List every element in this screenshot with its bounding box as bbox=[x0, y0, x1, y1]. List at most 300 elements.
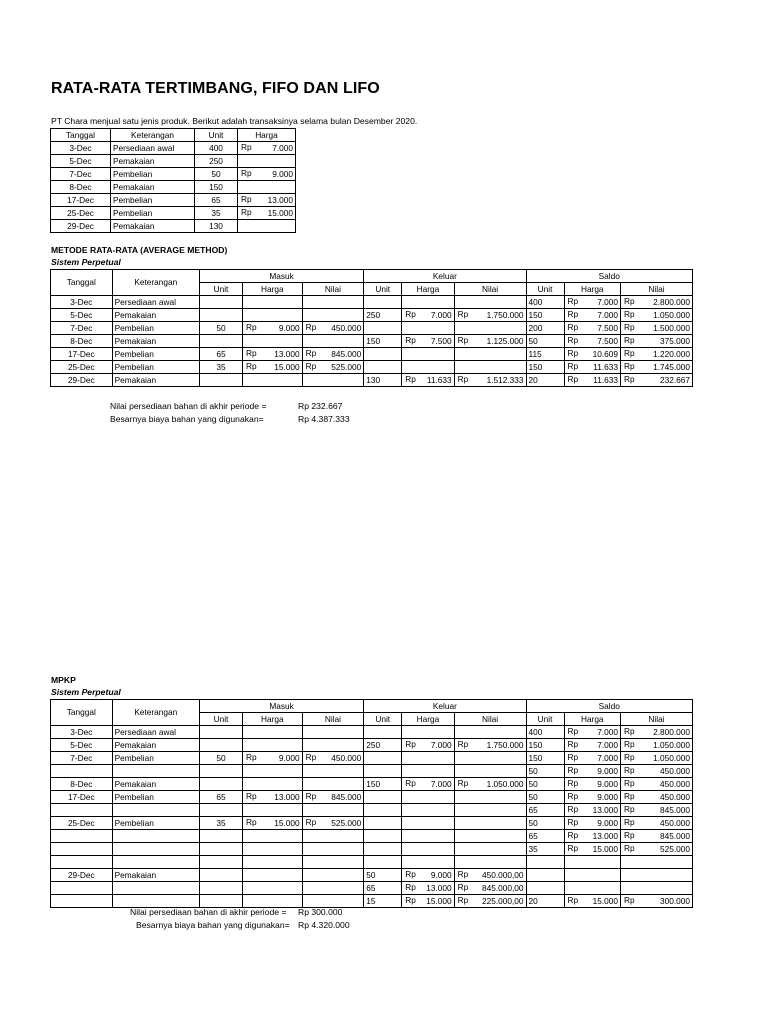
out-price-cell bbox=[402, 895, 454, 908]
currency-label: Rp bbox=[457, 778, 469, 788]
currency-label: Rp bbox=[246, 348, 257, 358]
description-cell bbox=[112, 830, 199, 843]
currency-label: Rp bbox=[624, 817, 635, 827]
balance-value-cell bbox=[621, 856, 693, 869]
balance-unit-cell: 65 bbox=[526, 830, 564, 843]
amount-value: 11.633 bbox=[593, 374, 618, 385]
in-unit-cell bbox=[199, 869, 242, 882]
date-cell: 7-Dec bbox=[51, 322, 113, 335]
average-subheading: Sistem Perpetual bbox=[51, 257, 121, 267]
in-price-cell bbox=[243, 869, 303, 882]
date-cell: 5-Dec bbox=[51, 309, 113, 322]
in-price-cell bbox=[243, 778, 303, 791]
description-cell: Pemakaian bbox=[112, 869, 199, 882]
table-row bbox=[51, 374, 693, 387]
column-header: Harga bbox=[564, 713, 620, 726]
out-value-cell bbox=[454, 804, 526, 817]
amount-value: 15.000 bbox=[274, 361, 300, 372]
balance-price-cell bbox=[564, 817, 620, 830]
currency-label: Rp bbox=[246, 322, 257, 332]
amount-value: 1.050.000 bbox=[653, 752, 690, 763]
out-value-cell bbox=[454, 895, 526, 908]
amount-value: 13.000 bbox=[592, 804, 618, 815]
column-header: Nilai bbox=[454, 283, 526, 296]
price-cell bbox=[238, 220, 296, 233]
date-cell: 25-Dec bbox=[51, 207, 111, 220]
column-header: Unit bbox=[526, 713, 564, 726]
date-cell: 5-Dec bbox=[51, 155, 111, 168]
amount-value: 2.800.000 bbox=[653, 726, 690, 737]
in-unit-cell bbox=[199, 804, 242, 817]
currency-label: Rp bbox=[624, 322, 635, 332]
table-row bbox=[51, 155, 296, 168]
balance-unit-cell: 50 bbox=[526, 778, 564, 791]
date-cell: 17-Dec bbox=[51, 194, 111, 207]
unit-cell: 50 bbox=[195, 168, 238, 181]
amount-value: 1.125.000 bbox=[486, 335, 524, 346]
description-cell bbox=[112, 804, 199, 817]
in-unit-cell bbox=[199, 765, 242, 778]
out-price-cell bbox=[402, 791, 454, 804]
out-unit-cell: 250 bbox=[364, 739, 402, 752]
out-price-cell bbox=[402, 348, 454, 361]
in-unit-cell bbox=[199, 296, 242, 309]
out-unit-cell bbox=[364, 726, 402, 739]
out-unit-cell bbox=[364, 817, 402, 830]
out-price-cell bbox=[402, 739, 454, 752]
date-cell bbox=[51, 804, 113, 817]
out-value-cell bbox=[454, 778, 526, 791]
amount-value: 9.000 bbox=[272, 168, 293, 179]
amount-value: 13.000 bbox=[274, 348, 300, 359]
column-header: Nilai bbox=[302, 283, 364, 296]
out-price-cell bbox=[402, 882, 454, 895]
date-cell: 3-Dec bbox=[51, 726, 113, 739]
amount-value: 450.000,00 bbox=[481, 869, 524, 880]
out-price-cell bbox=[402, 778, 454, 791]
unit-cell: 35 bbox=[195, 207, 238, 220]
out-unit-cell bbox=[364, 296, 402, 309]
price-cell bbox=[238, 155, 296, 168]
in-price-cell bbox=[243, 296, 303, 309]
unit-cell: 130 bbox=[195, 220, 238, 233]
balance-unit-cell: 50 bbox=[526, 335, 564, 348]
date-cell bbox=[51, 765, 113, 778]
in-value-cell bbox=[302, 739, 364, 752]
currency-label: Rp bbox=[624, 739, 635, 749]
out-value-cell bbox=[454, 869, 526, 882]
currency-label: Rp bbox=[624, 765, 635, 775]
group-header: Masuk bbox=[199, 270, 363, 283]
table-row bbox=[51, 895, 693, 908]
out-value-cell bbox=[454, 843, 526, 856]
amount-value: 1.050.000 bbox=[653, 739, 690, 750]
date-cell bbox=[51, 843, 113, 856]
description-cell: Pemakaian bbox=[112, 778, 199, 791]
amount-value: 232.667 bbox=[660, 374, 690, 385]
currency-label: Rp bbox=[567, 739, 579, 749]
balance-value-cell bbox=[621, 348, 693, 361]
balance-unit-cell bbox=[526, 856, 564, 869]
in-unit-cell bbox=[199, 895, 242, 908]
currency-label: Rp bbox=[567, 843, 579, 853]
in-value-cell bbox=[302, 895, 364, 908]
amount-value: 845.000 bbox=[660, 830, 690, 841]
amount-value: 845.000 bbox=[331, 348, 362, 359]
amount-value: 525.000 bbox=[331, 817, 362, 828]
in-value-cell bbox=[302, 830, 364, 843]
amount-value: 845.000 bbox=[331, 791, 362, 802]
out-unit-cell: 130 bbox=[364, 374, 402, 387]
in-price-cell bbox=[243, 335, 303, 348]
table-row bbox=[51, 830, 693, 843]
currency-label: Rp bbox=[246, 361, 257, 371]
out-value-cell bbox=[454, 335, 526, 348]
date-cell: 8-Dec bbox=[51, 335, 113, 348]
column-header: Harga bbox=[402, 713, 454, 726]
currency-label: Rp bbox=[305, 361, 317, 371]
in-value-cell bbox=[302, 296, 364, 309]
in-price-cell bbox=[243, 322, 303, 335]
in-unit-cell: 65 bbox=[199, 791, 242, 804]
in-value-cell bbox=[302, 322, 364, 335]
currency-label: Rp bbox=[624, 309, 635, 319]
balance-value-cell bbox=[621, 322, 693, 335]
out-value-cell bbox=[454, 856, 526, 869]
currency-label: Rp bbox=[567, 817, 579, 827]
balance-value-cell bbox=[621, 778, 693, 791]
date-cell: 3-Dec bbox=[51, 296, 113, 309]
currency-label: Rp bbox=[624, 804, 635, 814]
amount-value: 13.000 bbox=[592, 830, 618, 841]
currency-label: Rp bbox=[246, 752, 257, 762]
currency-label: Rp bbox=[567, 374, 579, 384]
amount-value: 7.500 bbox=[597, 335, 618, 346]
amount-value: 845.000 bbox=[660, 804, 690, 815]
mpkp-summary-cost-value: Rp 4.320.000 bbox=[298, 920, 350, 930]
table-row bbox=[51, 194, 296, 207]
out-value-cell bbox=[454, 296, 526, 309]
in-price-cell bbox=[243, 348, 303, 361]
date-cell: 29-Dec bbox=[51, 869, 113, 882]
amount-value: 845.000,00 bbox=[481, 882, 524, 893]
description-cell: Pemakaian bbox=[112, 739, 199, 752]
date-cell: 17-Dec bbox=[51, 348, 113, 361]
table-header-row bbox=[51, 270, 693, 283]
description-cell: Pembelian bbox=[112, 752, 199, 765]
average-heading: METODE RATA-RATA (AVERAGE METHOD) bbox=[51, 245, 228, 255]
amount-value: 1.220.000 bbox=[653, 348, 690, 359]
table-row bbox=[51, 817, 693, 830]
amount-value: 2.800.000 bbox=[653, 296, 690, 307]
currency-label: Rp bbox=[624, 348, 635, 358]
in-value-cell bbox=[302, 765, 364, 778]
out-unit-cell bbox=[364, 322, 402, 335]
description-cell: Pembelian bbox=[111, 207, 195, 220]
balance-price-cell bbox=[564, 869, 620, 882]
in-unit-cell bbox=[199, 335, 242, 348]
currency-label: Rp bbox=[305, 322, 317, 332]
table-row bbox=[51, 168, 296, 181]
out-unit-cell: 250 bbox=[364, 309, 402, 322]
amount-value: 13.000 bbox=[426, 882, 452, 893]
amount-value: 525.000 bbox=[331, 361, 362, 372]
price-cell bbox=[238, 194, 296, 207]
out-price-cell bbox=[402, 752, 454, 765]
in-value-cell bbox=[302, 882, 364, 895]
amount-value: 15.000 bbox=[592, 895, 618, 906]
column-header: Unit bbox=[526, 283, 564, 296]
currency-label: Rp bbox=[567, 830, 579, 840]
table-row bbox=[51, 739, 693, 752]
currency-label: Rp bbox=[241, 168, 252, 178]
out-value-cell bbox=[454, 322, 526, 335]
currency-label: Rp bbox=[567, 322, 579, 332]
balance-unit-cell: 20 bbox=[526, 374, 564, 387]
currency-label: Rp bbox=[405, 895, 416, 905]
balance-unit-cell: 150 bbox=[526, 361, 564, 374]
in-price-cell bbox=[243, 895, 303, 908]
in-price-cell bbox=[243, 361, 303, 374]
balance-value-cell bbox=[621, 739, 693, 752]
amount-value: 7.000 bbox=[597, 309, 618, 320]
column-header: Tanggal bbox=[51, 129, 111, 142]
description-cell bbox=[112, 765, 199, 778]
description-cell bbox=[112, 856, 199, 869]
currency-label: Rp bbox=[624, 296, 635, 306]
currency-label: Rp bbox=[624, 374, 635, 384]
column-header: Nilai bbox=[621, 713, 693, 726]
in-unit-cell bbox=[199, 882, 242, 895]
amount-value: 450.000 bbox=[331, 322, 362, 333]
column-header: Harga bbox=[402, 283, 454, 296]
balance-price-cell bbox=[564, 895, 620, 908]
amount-value: 7.500 bbox=[430, 335, 452, 346]
amount-value: 1.050.000 bbox=[653, 309, 690, 320]
amount-value: 15.000 bbox=[592, 843, 618, 854]
currency-label: Rp bbox=[405, 778, 416, 788]
amount-value: 1.750.000 bbox=[486, 309, 524, 320]
balance-unit-cell: 150 bbox=[526, 752, 564, 765]
in-price-cell bbox=[243, 817, 303, 830]
intro-text: PT Chara menjual satu jenis produk. Berikut adalah transaksinya selama bulan Desember 2020. bbox=[51, 116, 418, 126]
out-value-cell bbox=[454, 882, 526, 895]
out-unit-cell: 150 bbox=[364, 778, 402, 791]
out-unit-cell bbox=[364, 791, 402, 804]
column-header: Unit bbox=[364, 283, 402, 296]
currency-label: Rp bbox=[624, 726, 635, 736]
unit-cell: 250 bbox=[195, 155, 238, 168]
balance-unit-cell bbox=[526, 882, 564, 895]
average-summary-cost-value: Rp 4.387.333 bbox=[298, 414, 350, 424]
out-unit-cell: 150 bbox=[364, 335, 402, 348]
out-price-cell bbox=[402, 374, 454, 387]
table-row bbox=[51, 322, 693, 335]
out-value-cell bbox=[454, 752, 526, 765]
amount-value: 7.000 bbox=[430, 778, 452, 789]
currency-label: Rp bbox=[405, 309, 416, 319]
out-price-cell bbox=[402, 869, 454, 882]
currency-label: Rp bbox=[567, 752, 579, 762]
description-cell: Pembelian bbox=[112, 348, 199, 361]
amount-value: 15.000 bbox=[426, 895, 452, 906]
column-header: Harga bbox=[238, 129, 296, 142]
amount-value: 1.050.000 bbox=[486, 778, 524, 789]
in-price-cell bbox=[243, 804, 303, 817]
currency-label: Rp bbox=[567, 726, 579, 736]
currency-label: Rp bbox=[567, 309, 579, 319]
table-row bbox=[51, 220, 296, 233]
in-unit-cell bbox=[199, 830, 242, 843]
table-row bbox=[51, 207, 296, 220]
description-cell bbox=[112, 843, 199, 856]
currency-label: Rp bbox=[624, 778, 635, 788]
currency-label: Rp bbox=[457, 869, 469, 879]
group-header: Saldo bbox=[526, 700, 692, 713]
table-row bbox=[51, 142, 296, 155]
out-unit-cell: 15 bbox=[364, 895, 402, 908]
balance-unit-cell: 400 bbox=[526, 296, 564, 309]
amount-value: 7.000 bbox=[272, 142, 293, 153]
currency-label: Rp bbox=[567, 778, 579, 788]
table-row bbox=[51, 752, 693, 765]
out-value-cell bbox=[454, 361, 526, 374]
in-value-cell bbox=[302, 309, 364, 322]
currency-label: Rp bbox=[567, 348, 579, 358]
in-unit-cell bbox=[199, 726, 242, 739]
in-value-cell bbox=[302, 726, 364, 739]
in-unit-cell: 35 bbox=[199, 817, 242, 830]
table-row bbox=[51, 778, 693, 791]
in-price-cell bbox=[243, 830, 303, 843]
balance-price-cell bbox=[564, 374, 620, 387]
price-cell bbox=[238, 168, 296, 181]
currency-label: Rp bbox=[305, 752, 317, 762]
balance-unit-cell: 150 bbox=[526, 309, 564, 322]
in-value-cell bbox=[302, 843, 364, 856]
transactions-table bbox=[50, 128, 296, 233]
description-cell: Pembelian bbox=[112, 791, 199, 804]
amount-value: 525.000 bbox=[660, 843, 690, 854]
out-unit-cell bbox=[364, 804, 402, 817]
out-price-cell bbox=[402, 843, 454, 856]
in-value-cell bbox=[302, 804, 364, 817]
column-header: Unit bbox=[199, 713, 242, 726]
out-price-cell bbox=[402, 765, 454, 778]
amount-value: 450.000 bbox=[660, 791, 690, 802]
amount-value: 450.000 bbox=[660, 817, 690, 828]
balance-price-cell bbox=[564, 752, 620, 765]
column-header: Harga bbox=[564, 283, 620, 296]
currency-label: Rp bbox=[567, 791, 579, 801]
in-unit-cell bbox=[199, 739, 242, 752]
amount-value: 7.000 bbox=[597, 752, 618, 763]
currency-label: Rp bbox=[624, 843, 635, 853]
description-cell: Pemakaian bbox=[112, 309, 199, 322]
in-unit-cell: 65 bbox=[199, 348, 242, 361]
amount-value: 13.000 bbox=[267, 194, 293, 205]
unit-cell: 150 bbox=[195, 181, 238, 194]
amount-value: 9.000 bbox=[597, 817, 618, 828]
average-summary-ending-value: Rp 232.667 bbox=[298, 401, 343, 411]
in-price-cell bbox=[243, 791, 303, 804]
amount-value: 11.633 bbox=[426, 374, 452, 385]
mpkp-summary-ending-label: Nilai persediaan bahan di akhir periode = bbox=[130, 907, 287, 917]
amount-value: 1.500.000 bbox=[653, 322, 690, 333]
out-value-cell bbox=[454, 791, 526, 804]
balance-unit-cell: 65 bbox=[526, 804, 564, 817]
balance-price-cell bbox=[564, 856, 620, 869]
mpkp-subheading: Sistem Perpetual bbox=[51, 687, 121, 697]
balance-value-cell bbox=[621, 726, 693, 739]
currency-label: Rp bbox=[457, 374, 469, 384]
date-cell bbox=[51, 856, 113, 869]
description-cell bbox=[112, 895, 199, 908]
out-unit-cell bbox=[364, 830, 402, 843]
out-value-cell bbox=[454, 374, 526, 387]
out-unit-cell bbox=[364, 765, 402, 778]
out-unit-cell bbox=[364, 843, 402, 856]
in-unit-cell: 50 bbox=[199, 322, 242, 335]
balance-value-cell bbox=[621, 830, 693, 843]
unit-cell: 400 bbox=[195, 142, 238, 155]
column-header: Nilai bbox=[454, 713, 526, 726]
column-header: Nilai bbox=[302, 713, 364, 726]
date-cell: 7-Dec bbox=[51, 168, 111, 181]
in-unit-cell: 50 bbox=[199, 752, 242, 765]
balance-price-cell bbox=[564, 309, 620, 322]
balance-value-cell bbox=[621, 765, 693, 778]
description-cell: Persediaan awal bbox=[111, 142, 195, 155]
balance-price-cell bbox=[564, 322, 620, 335]
balance-unit-cell: 35 bbox=[526, 843, 564, 856]
group-header: Masuk bbox=[199, 700, 363, 713]
amount-value: 9.000 bbox=[597, 791, 618, 802]
currency-label: Rp bbox=[567, 361, 579, 371]
in-price-cell bbox=[243, 843, 303, 856]
table-row bbox=[51, 804, 693, 817]
column-header: Keterangan bbox=[111, 129, 195, 142]
out-value-cell bbox=[454, 765, 526, 778]
mpkp-summary-ending-value: Rp 300.000 bbox=[298, 907, 343, 917]
in-value-cell bbox=[302, 791, 364, 804]
in-value-cell bbox=[302, 778, 364, 791]
date-cell bbox=[51, 882, 113, 895]
balance-unit-cell: 115 bbox=[526, 348, 564, 361]
amount-value: 9.000 bbox=[430, 869, 452, 880]
column-header: Unit bbox=[195, 129, 238, 142]
description-cell: Pembelian bbox=[112, 817, 199, 830]
currency-label: Rp bbox=[457, 895, 469, 905]
in-price-cell bbox=[243, 856, 303, 869]
balance-value-cell bbox=[621, 882, 693, 895]
balance-unit-cell: 400 bbox=[526, 726, 564, 739]
description-cell: Pemakaian bbox=[111, 220, 195, 233]
average-summary-ending-label: Nilai persediaan bahan di akhir periode = bbox=[110, 401, 267, 411]
balance-value-cell bbox=[621, 335, 693, 348]
currency-label: Rp bbox=[305, 791, 317, 801]
balance-price-cell bbox=[564, 348, 620, 361]
description-cell: Pembelian bbox=[112, 361, 199, 374]
out-price-cell bbox=[402, 856, 454, 869]
group-header: Saldo bbox=[526, 270, 692, 283]
in-value-cell bbox=[302, 856, 364, 869]
in-price-cell bbox=[243, 752, 303, 765]
in-value-cell bbox=[302, 361, 364, 374]
currency-label: Rp bbox=[405, 335, 416, 345]
balance-value-cell bbox=[621, 843, 693, 856]
in-unit-cell bbox=[199, 843, 242, 856]
